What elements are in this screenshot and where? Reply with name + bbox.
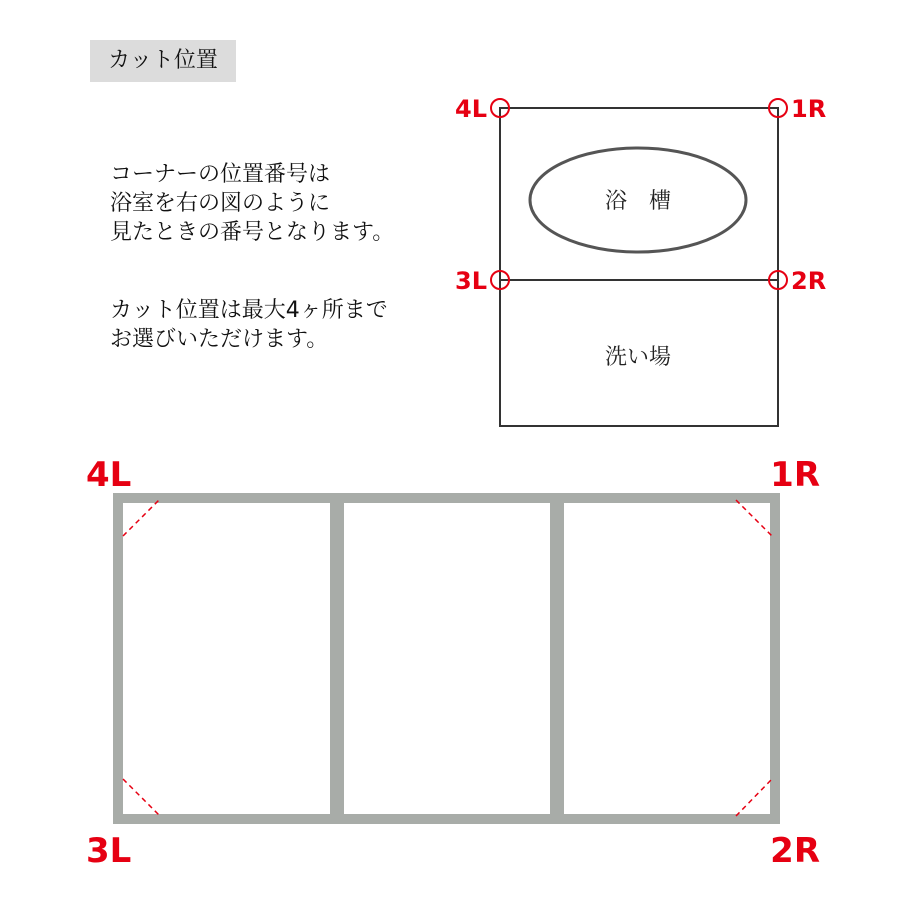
plan-label-4l: 4L xyxy=(455,95,487,123)
description-line: 浴室を右の図のように xyxy=(110,191,331,216)
cover-label-3l: 3L xyxy=(86,831,132,871)
bathtub-label: 浴 槽 xyxy=(604,189,672,214)
plan-label-1r: 1R xyxy=(791,95,827,123)
description-line: カット位置は最大4ヶ所まで xyxy=(110,298,388,323)
description-line: お選びいただけます。 xyxy=(110,327,329,352)
description-line: コーナーの位置番号は xyxy=(110,162,331,187)
bathroom-outline xyxy=(500,108,778,426)
cut-line-2r xyxy=(736,779,772,816)
wash-area-label: 洗い場 xyxy=(604,345,672,370)
cover-label-2r: 2R xyxy=(770,831,820,871)
bath-cover-diagram xyxy=(86,455,820,871)
plan-label-2r: 2R xyxy=(791,267,827,295)
cover-outer-frame xyxy=(118,498,775,819)
cut-line-3l xyxy=(123,779,160,816)
bathroom-plan xyxy=(455,95,826,426)
cover-label-4l: 4L xyxy=(86,455,132,495)
plan-label-3l: 3L xyxy=(455,267,487,295)
cut-line-1r xyxy=(736,500,772,536)
cover-label-1r: 1R xyxy=(770,455,820,495)
description-line: 見たときの番号となります。 xyxy=(110,220,395,245)
cut-line-4l xyxy=(123,500,159,536)
section-title: カット位置 xyxy=(90,40,236,82)
